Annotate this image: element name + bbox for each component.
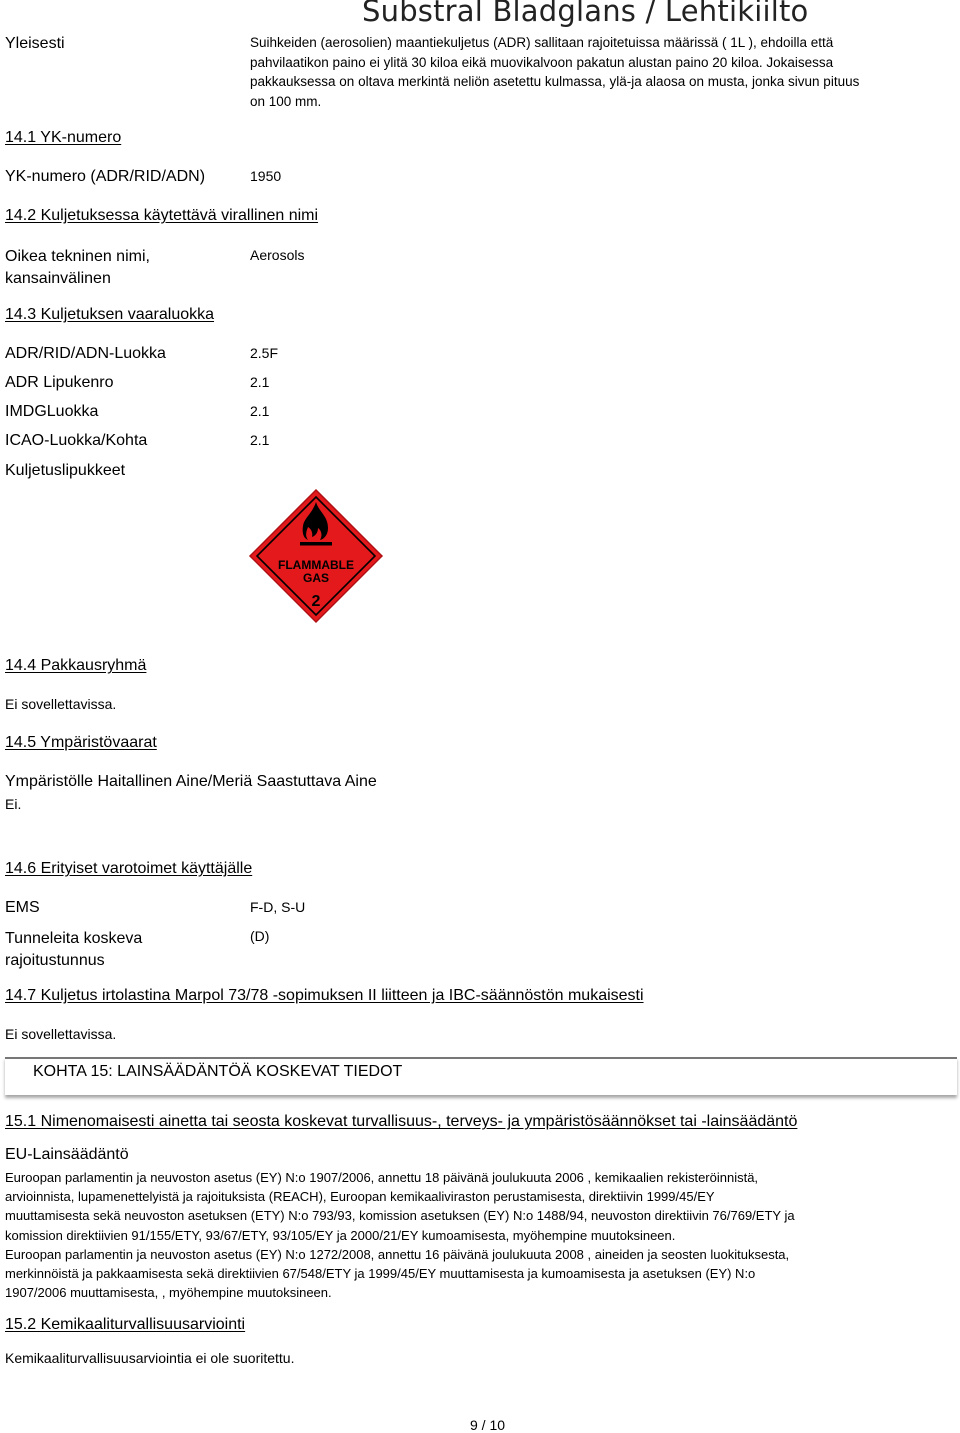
heading-14-7: 14.7 Kuljetus irtolastina Marpol 73/78 -sopimuksen II liitteen ja IBC-säännöstön mukaisesti: [5, 987, 644, 1004]
tunnel-code-label-line: Tunneleita koskeva: [5, 930, 143, 947]
env-hazard-text: Ei.: [5, 796, 22, 812]
tunnel-code-label: [5, 928, 142, 972]
tunnel-code-label-line: rajoitustunnus: [5, 952, 105, 969]
class-row-label: ADR Lipukenro: [5, 374, 114, 391]
page-number: 9 / 10: [470, 1417, 506, 1433]
general-line: Suihkeiden (aerosolien) maantiekuljetus (ADR) sallitaan rajoitetuissa määrissä ( 1L ), ehdoilla että: [250, 35, 834, 50]
legislation-line: muuttamisesta sekä neuvoston asetuksen (ETY) N:o 793/93, komission asetuksen (EY) N:o 1488/94, neuvoston direktiivin 76/769/ETY ja: [5, 1208, 795, 1224]
ems-value: F-D, S-U: [250, 899, 306, 915]
eu-legislation-subheading: EU-Lainsäädäntö: [5, 1146, 129, 1163]
general-line: pahvilaatikon paino ei ylitä 30 kiloa eikä muovikalvoon pakatun alustan paino 20 kiloa. Jokaisessa: [250, 54, 834, 70]
heading-14-3: 14.3 Kuljetuksen vaaraluokka: [5, 306, 215, 323]
shipping-name-label: [5, 246, 150, 290]
un-number-value: 1950: [250, 168, 282, 184]
class-row-label: ADR/RID/ADN-Luokka: [5, 345, 166, 362]
document-title: Substral Bladglans / Lehtikiilto: [362, 0, 809, 28]
general-line: on 100 mm.: [250, 93, 322, 109]
placard-line1: FLAMMABLE: [278, 558, 354, 572]
un-number-label: YK-numero (ADR/RID/ADN): [5, 168, 206, 185]
heading-14-6: 14.6 Erityiset varotoimet käyttäjälle: [5, 860, 253, 877]
placard-class-number: 2: [311, 593, 321, 610]
ems-label: EMS: [5, 899, 40, 916]
legislation-line: arvioinnista, lupamenettelyistä ja rajoituksista (REACH), Euroopan kemikaaliviraston perustamisesta, direktiivin 1999/45/EY: [5, 1189, 715, 1205]
general-label: Yleisesti: [5, 35, 65, 52]
packing-group-text: Ei sovellettavissa.: [5, 696, 117, 712]
class-row-label: IMDGLuokka: [5, 403, 99, 420]
general-line: pakkauksessa on oltava merkintä neliön asetettu kulmassa, ylä-ja alaosa on musta, jonka sivun pituus: [250, 74, 860, 89]
legislation-line: merkinnöistä ja pakkaamisesta sekä direktiivien 67/548/ETY ja 1999/45/EY muuttamisesta ja kumoamisesta ja asetuksen (EY) N:o: [5, 1266, 756, 1282]
class-row-value: 2.1: [250, 432, 270, 448]
tunnel-code-value: (D): [250, 928, 270, 944]
shipping-name-value: Aerosols: [250, 247, 305, 263]
heading-14-2: 14.2 Kuljetuksessa käytettävä virallinen nimi: [5, 207, 319, 224]
chemical-safety-text: Kemikaaliturvallisuusarviointia ei ole suoritettu.: [5, 1350, 295, 1366]
flammable-gas-placard-icon: [248, 488, 384, 624]
legislation-line: Euroopan parlamentin ja neuvoston asetus (EY) N:o 1907/2006, annettu 18 päivänä joulukuuta 2006 , kemikaalien rekisteröinnistä,: [5, 1170, 759, 1185]
placard-line2: GAS: [302, 571, 330, 585]
heading-14-1: 14.1 YK-numero: [5, 129, 122, 146]
bulk-transport-text: Ei sovellettavissa.: [5, 1026, 117, 1042]
legislation-line: 1907/2006 muuttamisesta, , myöhempine muutoksineen.: [5, 1285, 332, 1301]
section-15-title: KOHTA 15: LAINSÄÄDÄNTÖÄ KOSKEVAT TIEDOT: [33, 1063, 403, 1080]
shipping-name-label-line: Oikea tekninen nimi,: [5, 248, 150, 265]
general-text: [250, 33, 950, 111]
class-row-value: 2.5F: [250, 345, 279, 361]
class-row-label: ICAO-Luokka/Kohta: [5, 432, 148, 449]
eu-legislation-text: [5, 1168, 955, 1302]
shipping-name-label-line: kansainvälinen: [5, 270, 111, 287]
heading-15-2: 15.2 Kemikaaliturvallisuusarviointi: [5, 1316, 246, 1333]
heading-14-4: 14.4 Pakkausryhmä: [5, 657, 147, 674]
heading-14-5: 14.5 Ympäristövaarat: [5, 734, 157, 751]
class-row-value: 2.1: [250, 374, 270, 390]
legislation-line: komission direktiivien 91/155/ETY, 93/67/ETY, 93/105/EY ja 2000/21/EY kumoamisesta, myöhempine muutoksineen.: [5, 1227, 676, 1243]
legislation-line: Euroopan parlamentin ja neuvoston asetus (EY) N:o 1272/2008, annettu 16 päivänä joulukuuta 2008 , aineiden ja seosten luokituksesta,: [5, 1246, 790, 1262]
env-hazard-subheading: Ympäristölle Haitallinen Aine/Meriä Saastuttava Aine: [5, 773, 377, 790]
transport-labels-heading: Kuljetuslipukkeet: [5, 462, 126, 479]
class-row-value: 2.1: [250, 403, 270, 419]
heading-15-1: 15.1 Nimenomaisesti ainetta tai seosta koskevat turvallisuus-, terveys- ja ympäristösäännökset tai -lainsäädäntö: [5, 1113, 798, 1130]
